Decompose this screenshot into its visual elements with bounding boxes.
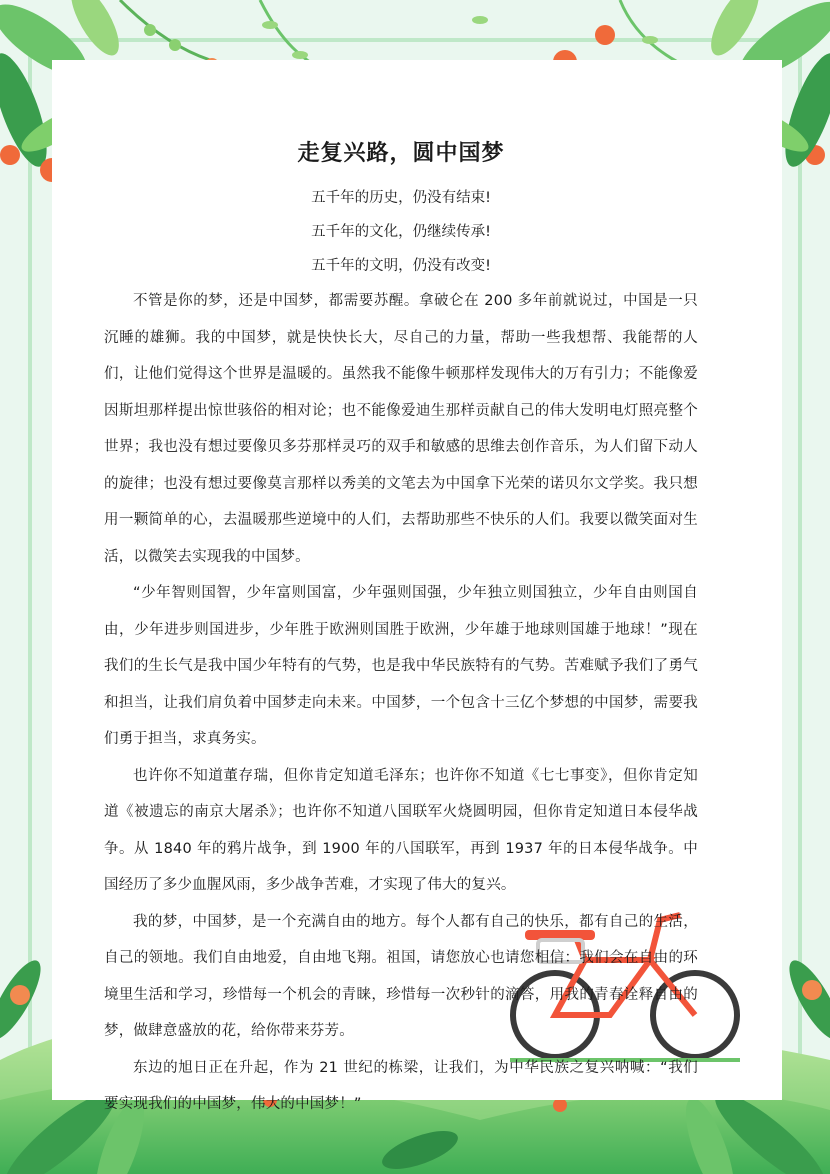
poem-line: 五千年的文化，仍继续传承! <box>311 224 491 240</box>
poem-line: 五千年的文明，仍没有改变! <box>311 258 491 274</box>
paragraph: “少年智则国智，少年富则国富，少年强则国强，少年独立则国独立，少年自由则国自由，少年进步则国进步，少年胜于欧洲则国胜于欧洲，少年雄于地球则国雄于地球！”现在我们的生长气是我中国少年特有的气势，也是我中华民族特有的气势。苦难赋予我们了勇气和担当，让我们肩负着中国梦走向未来。中国梦，一个包含十三亿个梦想的中国梦，需要我们勇于担当，求真务实。 <box>104 585 698 747</box>
document-body <box>104 130 698 1123</box>
paragraph: 东边的旭日正在升起，作为 21 世纪的栋梁，让我们，为中华民族之复兴呐喊：“我们要实现我们的中国梦，伟大的中国梦！” <box>104 1059 698 1112</box>
paragraph: 我的梦，中国梦，是一个充满自由的地方。每个人都有自己的快乐，都有自己的生活，自己的领地。我们自由地爱，自由地飞翔。祖国，请您放心也请您相信：我们会在自由的环境里生活和学习，珍惜每一个机会的青睐，珍惜每一次秒针的滴答，用我的青春诠释自由的梦，做肆意盛放的花，给你带来芬芳。 <box>104 913 698 1039</box>
document-title: 走复兴路，圆中国梦 <box>297 141 505 166</box>
poem-line: 五千年的历史，仍没有结束! <box>311 190 491 206</box>
paragraph: 也许你不知道董存瑞，但你肯定知道毛泽东；也许你不知道《七七事变》，但你肯定知道《被遗忘的南京大屠杀》；也许你不知道八国联军火烧圆明园，但你肯定知道日本侵华战争。从 1840 年的鸦片战争，到 1900 年的八国联军，再到 1937 年的日本侵华战争。中国经历了多少血腥风雨，多少战争苦难，才实现了伟大的复兴。 <box>104 767 698 893</box>
paragraph: 不管是你的梦，还是中国梦，都需要苏醒。拿破仑在 200 多年前就说过，中国是一只沉睡的雄狮。我的中国梦，就是快快长大，尽自己的力量，帮助一些我想帮、我能帮的人们，让他们觉得这个世界是温暖的。虽然我不能像牛顿那样发现伟大的万有引力；不能像爱因斯坦那样提出惊世骇俗的相对论；也不能像爱迪生那样贡献自己的伟大发明电灯照亮整个世界；我也没有想过要像贝多芬那样灵巧的双手和敏感的思维去创作音乐，为人们留下动人的旋律；也没有想过要像莫言那样以秀美的文笔去为中国拿下光荣的诺贝尔文学奖。我只想用一颗简单的心，去温暖那些逆境中的人们，去帮助那些不快乐的人们。我要以微笑面对生活，以微笑去实现我的中国梦。 <box>104 293 698 565</box>
